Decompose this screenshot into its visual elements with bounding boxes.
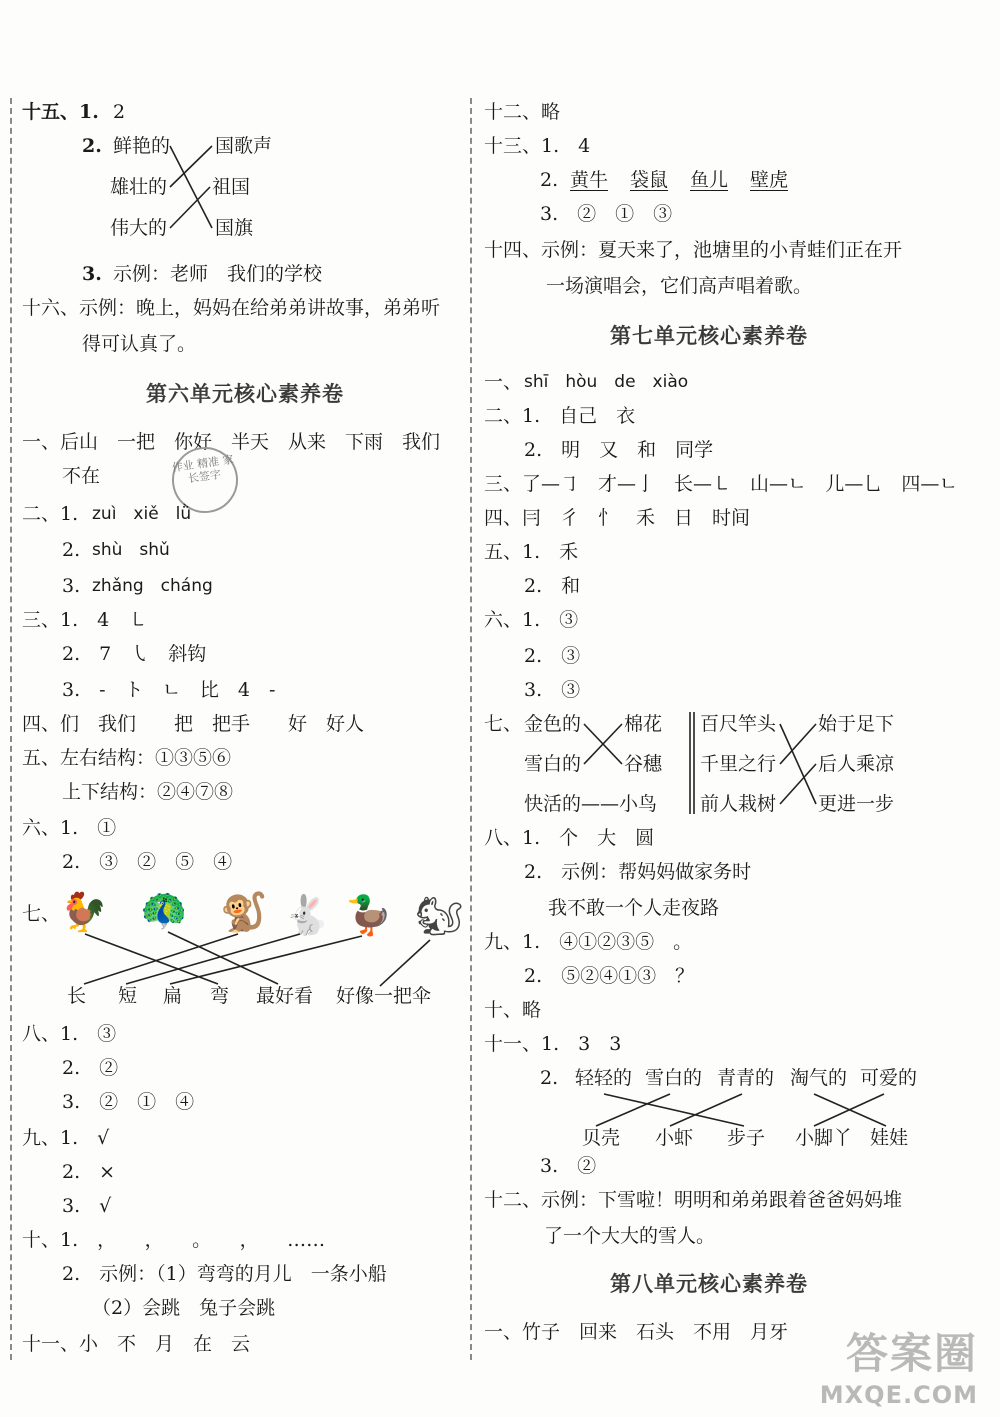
- q13-2-label: 2.: [540, 169, 559, 191]
- u7-q7b-right-1: 始于足下: [818, 713, 895, 735]
- u6-q7-word-2: 短: [118, 985, 138, 1007]
- squirrel-icon: 🐿: [415, 894, 464, 938]
- match-left-1: 鲜艳的: [113, 135, 171, 157]
- u6-q1-line2: 不在: [62, 465, 101, 487]
- u6-q2-1-pinyin: zuì xiě lǜ: [92, 504, 192, 524]
- u6-q9-2: 2. ×: [62, 1161, 116, 1183]
- q15-1-answer: 2: [113, 101, 126, 123]
- q13-3: 3. ② ① ③: [540, 203, 673, 225]
- u7-q7b-right-2: 后人乘凉: [818, 753, 895, 775]
- u6-q4: 四、们 我们 把 把手 好 好人: [22, 713, 365, 735]
- u7-q7a-left-1: 金色的: [524, 713, 582, 735]
- u6-q3-3: 3. - ト ㄴ 比 4 -: [62, 679, 276, 701]
- u6-q10-3: （2）会跳 兔子会跳: [92, 1297, 276, 1319]
- u7-q12-line2: 了一个大大的雪人。: [544, 1225, 716, 1247]
- peacock-icon: 🦚: [140, 888, 188, 932]
- u7-q11-bot-4: 小脚丫: [795, 1127, 853, 1149]
- u7-q11-top-2: 雪白的: [645, 1067, 703, 1089]
- u6-q2-3-label: 3.: [62, 575, 81, 597]
- u7-q9-1: 九、1. ④①②③⑤ 。: [484, 931, 693, 953]
- u6-q5-1: 五、左右结构：①③⑤⑥: [22, 747, 232, 769]
- u7-q6-3: 3. ③: [524, 679, 581, 701]
- q15-label: 十五、1.: [22, 101, 99, 123]
- q11-line-3: [670, 1094, 742, 1126]
- u7-q7a-left-2: 雪白的: [524, 753, 582, 775]
- u7-q7-label: 七、: [484, 713, 523, 735]
- u7-q5-1: 五、1. 禾: [484, 541, 579, 563]
- u6-q2-1-label: 二、1.: [22, 503, 79, 525]
- u7-q11-bot-5: 娃娃: [870, 1127, 909, 1149]
- q11-line-1: [604, 1094, 744, 1126]
- u6-q5-2: 上下结构：②④⑦⑧: [62, 781, 234, 803]
- u7-q11-top-4: 淘气的: [790, 1067, 848, 1089]
- u6-q7-word-3: 扁: [163, 985, 183, 1007]
- u7-q11-3: 3. ②: [540, 1155, 597, 1177]
- q7-line-rabbit: [126, 934, 300, 984]
- u7-q12-line1: 十二、示例：下雪啦！明明和弟弟跟着爸爸妈妈堆: [484, 1189, 903, 1211]
- u6-q7-word-4: 弯: [210, 985, 230, 1007]
- u6-q7-word-5: 最好看: [256, 985, 314, 1007]
- u6-q7-word-1: 长: [67, 985, 87, 1007]
- u7-q4: 四、冃 彳 忄 禾 日 时间: [484, 507, 751, 529]
- u6-q6-2: 2. ③ ② ⑤ ④: [62, 851, 233, 873]
- u6-q3-2: 2. 7 ㇂ 斜钩: [62, 643, 207, 665]
- u7-q11-1: 十一、1. 3 3: [484, 1033, 622, 1055]
- u7-q7b-right-3: 更进一步: [818, 793, 895, 815]
- u7-q11-top-5: 可爱的: [860, 1067, 918, 1089]
- u8-q1: 一、竹子 回来 石头 不用 月牙: [484, 1321, 789, 1343]
- u6-q8-3: 3. ② ① ④: [62, 1091, 195, 1113]
- q7b-line-1: [780, 724, 816, 804]
- q16-line2: 得可认真了。: [82, 333, 197, 355]
- u6-q11: 十一、小 不 月 在 云: [22, 1333, 251, 1355]
- u7-q8-3: 我不敢一个人走夜路: [548, 897, 720, 919]
- site-watermark: [820, 1321, 978, 1409]
- u7-q6-1: 六、1. ③: [484, 609, 579, 631]
- q15-3-label: 3.: [82, 263, 102, 285]
- q13-2-word-4: 壁虎: [750, 169, 789, 191]
- match-left-3: 伟大的: [110, 217, 168, 239]
- u6-q1-line1: 一、后山 一把 你好 半天 从来 下雨 我们: [22, 431, 441, 453]
- q13-2-word-3: 鱼儿: [690, 169, 729, 191]
- u7-q11-2-label: 2.: [540, 1067, 559, 1089]
- u7-q7b-left-3: 前人栽树: [700, 793, 777, 815]
- monkey-icon: 🐒: [220, 890, 268, 934]
- q7-line-monkey: [84, 934, 238, 984]
- q14-line1: 十四、示例：夏天来了，池塘里的小青蛙们正在开: [484, 239, 903, 261]
- unit7-title: 第七单元核心素养卷: [610, 323, 808, 348]
- u7-q7a-left-3: 快活的——小鸟: [524, 793, 658, 815]
- u7-q10: 十、略: [484, 999, 542, 1021]
- u6-q2-2-label: 2.: [62, 539, 81, 561]
- u7-q11-top-3: 青青的: [717, 1067, 775, 1089]
- q7-line-duck: [170, 936, 362, 984]
- u6-q9-3: 3. √: [62, 1195, 112, 1217]
- u6-q8-1: 八、1. ③: [22, 1023, 117, 1045]
- u7-q11-bot-1: 贝壳: [582, 1127, 621, 1149]
- watermark-line1: 答案圈: [845, 1329, 978, 1378]
- match-right-1: 国歌声: [215, 135, 273, 157]
- u6-q8-2: 2. ②: [62, 1057, 119, 1079]
- u7-q1-label: 一、: [484, 371, 523, 393]
- u6-q7-word-6: 好像一把伞: [336, 985, 432, 1007]
- q7a-line-2: [584, 724, 622, 764]
- match-right-3: 国旗: [215, 217, 254, 239]
- match-left-2: 雄壮的: [110, 176, 168, 198]
- u7-q2-1: 二、1. 自己 衣: [484, 405, 636, 427]
- left-column-rule: [10, 98, 12, 1360]
- u6-q9-1: 九、1. √: [22, 1127, 110, 1149]
- duck-icon: 🦆: [345, 893, 393, 937]
- rooster-icon: 🐓: [60, 890, 108, 934]
- u7-q7b-left-1: 百尺竿头: [700, 713, 777, 735]
- match-line-3: [170, 187, 210, 228]
- match-right-2: 祖国: [212, 176, 251, 198]
- q11-line-5: [814, 1094, 884, 1126]
- u6-q6-1: 六、1. ①: [22, 817, 117, 839]
- q13-1: 十三、1. 4: [484, 135, 591, 157]
- u7-q5-2: 2. 和: [524, 575, 581, 597]
- u6-q3-1: 三、1. 4 ㇄: [22, 609, 148, 631]
- u7-q7b-left-2: 千里之行: [700, 753, 777, 775]
- q13-2-word-2: 袋鼠: [630, 169, 669, 191]
- u7-q9-2: 2. ⑤②④①③ ？: [524, 965, 695, 987]
- match-line-1: [170, 146, 212, 228]
- q7a-line-1: [584, 724, 622, 764]
- u6-q2-2-pinyin: shù shǔ: [92, 540, 170, 560]
- u7-q8-1: 八、1. 个 大 圆: [484, 827, 655, 849]
- u7-q11-bot-3: 步子: [727, 1127, 766, 1149]
- q11-line-4: [814, 1094, 886, 1126]
- q7b-line-3: [780, 764, 816, 804]
- u7-q3: 三、了—㇆ 才—亅 长—㇄ 山—ㄴ 儿—乚 四—ㄴ: [484, 473, 958, 495]
- u6-q7-label: 七、: [22, 903, 61, 925]
- u7-q7a-right-1: 棉花: [624, 713, 663, 735]
- q15-3-answer: 示例：老师 我们的学校: [113, 263, 323, 285]
- u7-q6-2: 2. ③: [524, 645, 581, 667]
- u6-q10-1: 十、1. ， ， 。 ， ……: [22, 1229, 326, 1251]
- u7-q8-2: 2. 示例：帮妈妈做家务时: [524, 861, 752, 883]
- q13-2-word-1: 黄牛: [570, 169, 609, 191]
- q16-line1: 十六、示例：晚上，妈妈在给弟弟讲故事，弟弟听: [22, 297, 441, 319]
- q7-line-peacock: [168, 932, 278, 984]
- u7-q11-bot-2: 小虾: [655, 1127, 694, 1149]
- center-column-rule: [470, 98, 472, 1360]
- q11-line-2: [596, 1094, 670, 1126]
- q7b-line-2: [780, 724, 816, 764]
- u6-q10-2: 2. 示例：（1）弯弯的月儿 一条小船: [62, 1263, 387, 1285]
- u7-q7a-right-2: 谷穗: [624, 753, 663, 775]
- unit8-title: 第八单元核心素养卷: [610, 1271, 808, 1296]
- u7-q1-pinyin: shī hòu de xiào: [524, 372, 689, 392]
- unit6-title: 第六单元核心素养卷: [146, 381, 344, 406]
- u6-q2-3-pinyin: zhǎng cháng: [92, 576, 213, 596]
- q12-answer: 十二、略: [484, 101, 561, 123]
- watermark-line2: MXQE.COM: [819, 1381, 978, 1409]
- q15-2-label: 2.: [82, 135, 102, 157]
- q14-line2: 一场演唱会，它们高声唱着歌。: [546, 275, 813, 297]
- stamp-text: 作业 精准 家长签字: [171, 452, 235, 486]
- match-line-2: [170, 146, 212, 187]
- q7-line-rooster: [85, 934, 218, 984]
- q7-line-squirrel: [380, 940, 430, 986]
- u7-q2-2: 2. 明 又 和 同学: [524, 439, 714, 461]
- rabbit-icon: 🐇: [283, 893, 331, 937]
- u7-q11-top-1: 轻轻的: [575, 1067, 633, 1089]
